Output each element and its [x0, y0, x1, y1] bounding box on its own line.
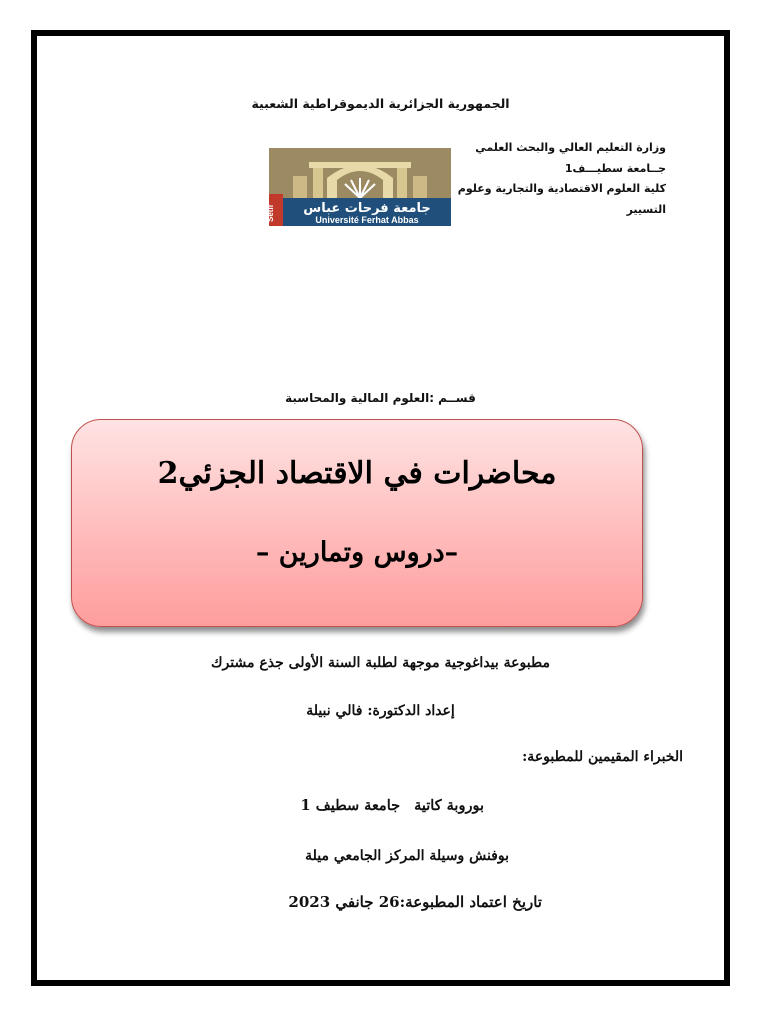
- logo-french-name: Université Ferhat Abbas: [315, 215, 419, 225]
- page-frame: [31, 30, 730, 986]
- expert-one-affiliation: جامعة سطيف 1: [300, 797, 401, 814]
- republic-heading: الجمهورية الجزائرية الديموقراطية الشعبية: [251, 96, 510, 111]
- department-name: قســم :العلوم المالية والمحاسبة: [285, 391, 476, 405]
- experts-heading: الخبراء المقيمين للمطبوعة:: [522, 749, 683, 765]
- course-title: محاضرات في الاقتصاد الجزئي2: [157, 456, 557, 491]
- faculty-name-line1: كلية العلوم الاقتصادية والتجارية وعلوم: [457, 182, 666, 195]
- course-subtitle: –دروس وتمارين –: [255, 537, 459, 568]
- institution-block: [457, 138, 666, 220]
- title-box: [71, 419, 643, 627]
- university-logo: [266, 148, 451, 226]
- expert-one: [301, 797, 484, 814]
- expert-one-name: بوروبة كاتية: [414, 797, 484, 814]
- author-line: إعداد الدكتورة: فالي نبيلة: [306, 703, 455, 719]
- pedagogic-note: مطبوعة بيداغوجية موجهة لطلبة السنة الأولى جذع مشترك: [211, 655, 550, 671]
- logo-arabic-name: جامعة فرحات عباس: [303, 201, 431, 216]
- ministry-name: وزارة التعليم العالي والبحث العلمي: [475, 141, 666, 154]
- logo-city-text: Sétif: [266, 204, 275, 222]
- university-name: جــامعة سطيـــف1: [564, 161, 666, 175]
- expert-two: بوفنش وسيلة المركز الجامعي ميلة: [305, 848, 509, 864]
- faculty-name-line2: التسيير: [626, 202, 666, 216]
- approval-date: تاريخ اعتماد المطبوعة:26 جانفي 2023: [288, 893, 542, 911]
